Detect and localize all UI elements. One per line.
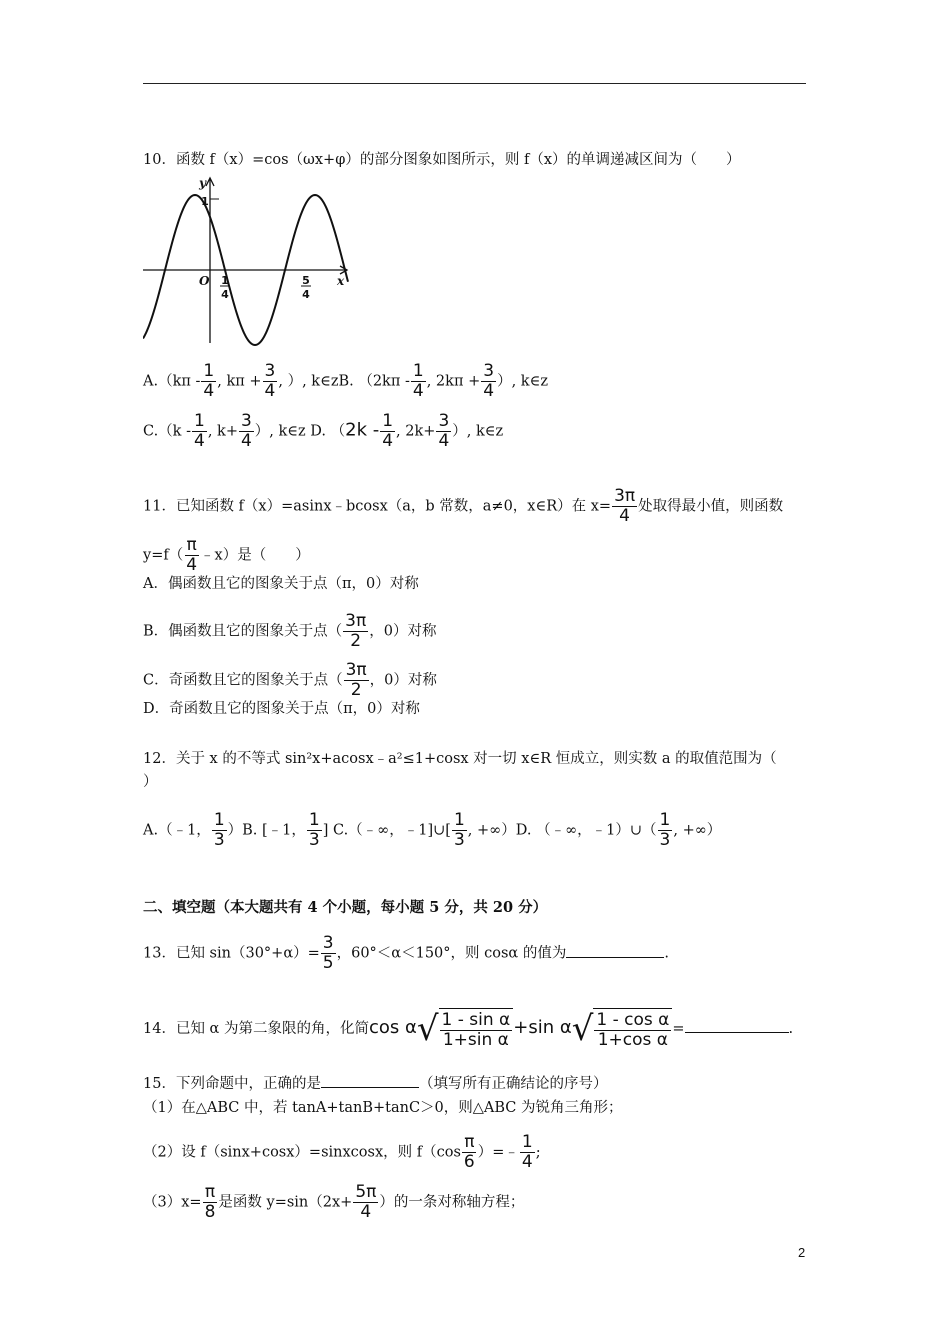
q10-options-cd: C.（k - $\frac{1}{4}$ , k+ $\frac{3}{4}$ ）, k∈z D. （2k - $\frac{1}{4}$ , 2k+ $\frac{3}{4}$ ）, k∈z <box>143 411 504 451</box>
q14: 14．已知 α 为第二象限的角，化简cos α √ $\frac{\text{1 - sin α}}{\text{1+sin α}}$ +sin α √ $\frac{\text{1 - cos α}}{\text{1+cos α}}$ = . <box>143 1009 794 1050</box>
q15-item-2: （2）设 f（sinx+cosx）=sinxcosx，则 f（cos $\frac{\pi}{6}$ ）=﹣ $\frac{1}{4}$ ; <box>143 1132 541 1172</box>
y-label: y <box>199 176 206 190</box>
tick-1-4-den: 4 <box>221 288 229 301</box>
q12-options: A.（﹣1， $\frac{1}{3}$ ）B. [﹣1， $\frac{1}{3}$ ] C.（﹣∞，﹣1]∪[ $\frac{1}{3}$ , +∞）D. （﹣∞，﹣1）∪（ $\frac{1}{3}$ , +∞） <box>143 810 722 850</box>
q12-stem: 12．关于 x 的不等式 sin²x+acosx﹣a²≤1+cosx 对一切 x∈R 恒成立，则实数 a 的取值范围为（ <box>143 751 777 767</box>
q10-options-ab: A.（kπ - $\frac{1}{4}$ , kπ + $\frac{3}{4}$ , ）, k∈zB. （2kπ - $\frac{1}{4}$ , 2kπ + $\frac{3}{4}$ ）, k∈z <box>143 361 548 401</box>
section-2-heading: 二、填空题（本大题共有 4 个小题，每小题 5 分，共 20 分） <box>143 899 548 916</box>
q15-answer-blank[interactable] <box>321 1073 419 1088</box>
q11-option-d: D．奇函数且它的图象关于点（π，0）对称 <box>143 701 420 717</box>
q13-answer-blank[interactable] <box>566 943 664 958</box>
q13: 13．已知 sin（30°+α）= $\frac{3}{5}$ ，60°＜α＜150°，则 cosα 的值为 . <box>143 933 669 973</box>
one-label: 1 <box>201 195 209 208</box>
origin-label: O <box>199 274 210 288</box>
q15-stem: 15．下列命题中，正确的是 （填写所有正确结论的序号） <box>143 1073 607 1094</box>
q15-item-3: （3）x= $\frac{\pi}{8}$ 是函数 y=sin（2x+ $\frac{5\pi}{4}$ ）的一条对称轴方程； <box>143 1182 525 1222</box>
header-rule <box>143 83 806 84</box>
q15-item-1: （1）在△ABC 中，若 tanA+tanB+tanC＞0，则△ABC 为锐角三角形； <box>143 1100 623 1116</box>
tick-5-4-num: 5 <box>302 274 310 287</box>
tick-5-4-den: 4 <box>302 288 310 301</box>
q11-option-c: C．奇函数且它的图象关于点（ $\frac{3\pi}{2}$ ，0）对称 <box>143 660 437 700</box>
x-label: x <box>337 274 345 288</box>
q14-answer-blank[interactable] <box>685 1018 789 1033</box>
page-number: 2 <box>798 1245 806 1260</box>
q12-stem-2: ） <box>143 774 158 790</box>
q11-line2: y=f（ $\frac{\pi}{4}$ ﹣x）是（ ） <box>143 535 310 575</box>
q11-option-b: B．偶函数且它的图象关于点（ $\frac{3\pi}{2}$ ，0）对称 <box>143 611 437 651</box>
tick-1-4-num: 1 <box>221 274 229 287</box>
q10-stem: 10．函数 f（x）=cos（ωx+φ）的部分图象如图所示，则 f（x）的单调递减区间为（ ） <box>143 152 741 168</box>
q11-option-a: A．偶函数且它的图象关于点（π，0）对称 <box>143 576 419 592</box>
q11-stem: 11．已知函数 f（x）=asinx﹣bcosx（a，b 常数，a≠0，x∈R）在 x= $\frac{3\pi}{4}$ 处取得最小值，则函数 <box>143 486 784 526</box>
cosine-graph <box>143 175 355 347</box>
